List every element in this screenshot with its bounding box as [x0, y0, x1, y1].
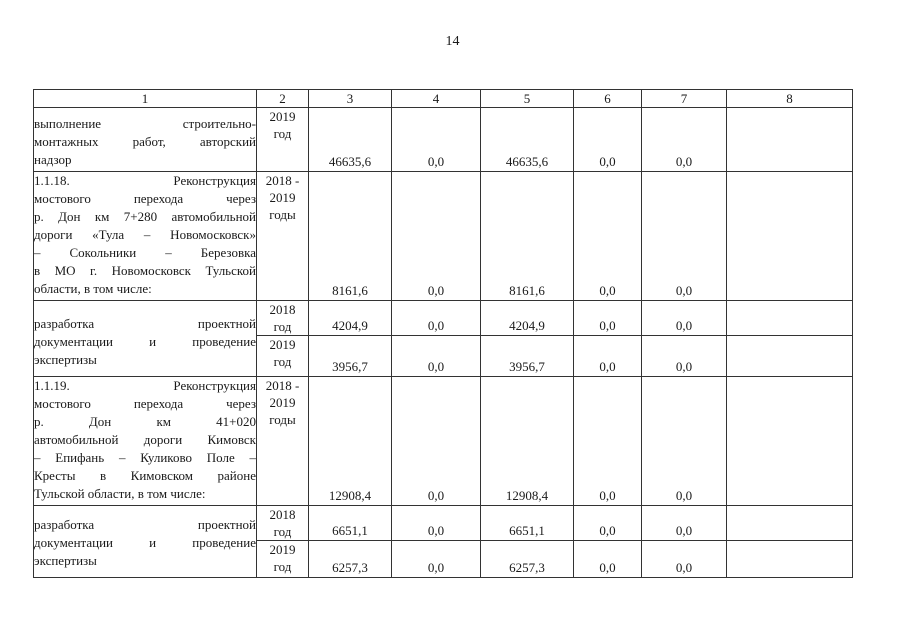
value-cell: 8161,6 — [309, 172, 392, 301]
description-line: области, в том числе: — [34, 281, 152, 296]
value-cell: 12908,4 — [309, 377, 392, 506]
value-cell — [727, 172, 853, 301]
value-cell: 0,0 — [392, 506, 481, 541]
description-line: документации и проведение — [34, 334, 256, 349]
description-line: автомобильной дороги Кимовск — [34, 432, 256, 447]
value-cell — [727, 377, 853, 506]
row-period — [257, 108, 309, 172]
value-cell: 4204,9 — [309, 301, 392, 336]
period-line: 2019 — [269, 395, 296, 410]
value-cell: 6651,1 — [309, 506, 392, 541]
description-line: разработка проектной — [34, 517, 256, 532]
budget-table — [33, 89, 853, 578]
value-cell: 0,0 — [392, 377, 481, 506]
value-cell: 0,0 — [642, 336, 727, 377]
value-cell: 0,0 — [574, 506, 642, 541]
row-period — [257, 336, 309, 377]
period-line: год — [273, 524, 292, 539]
value-cell: 0,0 — [574, 541, 642, 578]
value-cell: 6257,3 — [481, 541, 574, 578]
table-row — [34, 377, 853, 506]
header-cell: 3 — [309, 90, 392, 108]
value-cell: 0,0 — [642, 541, 727, 578]
period-line: годы — [269, 412, 296, 427]
value-cell: 0,0 — [392, 172, 481, 301]
value-cell: 3956,7 — [309, 336, 392, 377]
description-line: экспертизы — [34, 553, 97, 568]
description-line: дороги «Тула – Новомосковск» — [34, 227, 256, 242]
row-period — [257, 506, 309, 541]
period-line: 2018 — [269, 507, 296, 522]
description-line: мостового перехода через — [34, 396, 256, 411]
period-line: 2019 — [269, 542, 296, 557]
row-description — [34, 108, 257, 172]
value-cell: 0,0 — [642, 506, 727, 541]
header-cell: 5 — [481, 90, 574, 108]
value-cell — [727, 506, 853, 541]
period-line: год — [273, 354, 292, 369]
period-line: год — [273, 559, 292, 574]
table-header-row — [34, 90, 853, 108]
description-line: – Сокольники – Березовка — [34, 245, 256, 260]
value-cell — [727, 541, 853, 578]
description-line: экспертизы — [34, 352, 97, 367]
description-line: мостового перехода через — [34, 191, 256, 206]
row-period — [257, 377, 309, 506]
description-line: 1.1.19. Реконструкция — [34, 378, 256, 393]
value-cell: 0,0 — [392, 336, 481, 377]
table-row — [34, 506, 853, 541]
period-line: годы — [269, 207, 296, 222]
description-line: Тульской области, в том числе: — [34, 486, 206, 501]
description-line: Кресты в Кимовском районе — [34, 468, 256, 483]
description-line: монтажных работ, авторский — [34, 134, 256, 149]
value-cell — [727, 301, 853, 336]
value-cell: 12908,4 — [481, 377, 574, 506]
value-cell — [727, 336, 853, 377]
row-description — [34, 506, 257, 578]
value-cell: 0,0 — [642, 172, 727, 301]
row-period — [257, 301, 309, 336]
row-period — [257, 541, 309, 578]
period-line: 2018 - — [265, 378, 300, 393]
period-line: 2019 — [269, 109, 296, 124]
description-line: разработка проектной — [34, 316, 256, 331]
value-cell — [727, 108, 853, 172]
row-description — [34, 172, 257, 301]
value-cell: 8161,6 — [481, 172, 574, 301]
page-number: 14 — [445, 34, 460, 49]
row-description — [34, 377, 257, 506]
value-cell: 0,0 — [574, 301, 642, 336]
value-cell: 0,0 — [642, 377, 727, 506]
value-cell: 0,0 — [392, 541, 481, 578]
table-row — [34, 108, 853, 172]
value-cell: 0,0 — [574, 172, 642, 301]
row-description — [34, 301, 257, 377]
value-cell: 46635,6 — [309, 108, 392, 172]
period-line: 2018 - — [265, 173, 300, 188]
row-period — [257, 172, 309, 301]
header-cell: 8 — [727, 90, 853, 108]
period-line: год — [273, 319, 292, 334]
value-cell: 0,0 — [642, 108, 727, 172]
value-cell: 6257,3 — [309, 541, 392, 578]
value-cell: 0,0 — [392, 301, 481, 336]
header-cell: 6 — [574, 90, 642, 108]
header-cell: 2 — [257, 90, 309, 108]
header-cell: 4 — [392, 90, 481, 108]
period-line: 2019 — [269, 337, 296, 352]
value-cell: 0,0 — [574, 336, 642, 377]
period-line: 2018 — [269, 302, 296, 317]
value-cell: 3956,7 — [481, 336, 574, 377]
value-cell: 0,0 — [574, 377, 642, 506]
value-cell: 6651,1 — [481, 506, 574, 541]
header-cell: 7 — [642, 90, 727, 108]
description-line: надзор — [34, 152, 72, 167]
value-cell: 4204,9 — [481, 301, 574, 336]
table-row — [34, 301, 853, 336]
value-cell: 0,0 — [642, 301, 727, 336]
table-row — [34, 172, 853, 301]
description-line: – Епифань – Куликово Поле – — [34, 450, 256, 465]
header-cell: 1 — [34, 90, 257, 108]
description-line: 1.1.18. Реконструкция — [34, 173, 256, 188]
description-line: документации и проведение — [34, 535, 256, 550]
description-line: выполнение строительно- — [34, 116, 256, 131]
description-line: р. Дон км 7+280 автомобильной — [34, 209, 256, 224]
value-cell: 0,0 — [574, 108, 642, 172]
period-line: год — [273, 126, 292, 141]
description-line: в МО г. Новомосковск Тульской — [34, 263, 256, 278]
value-cell: 46635,6 — [481, 108, 574, 172]
value-cell: 0,0 — [392, 108, 481, 172]
description-line: р. Дон км 41+020 — [34, 414, 256, 429]
period-line: 2019 — [269, 190, 296, 205]
